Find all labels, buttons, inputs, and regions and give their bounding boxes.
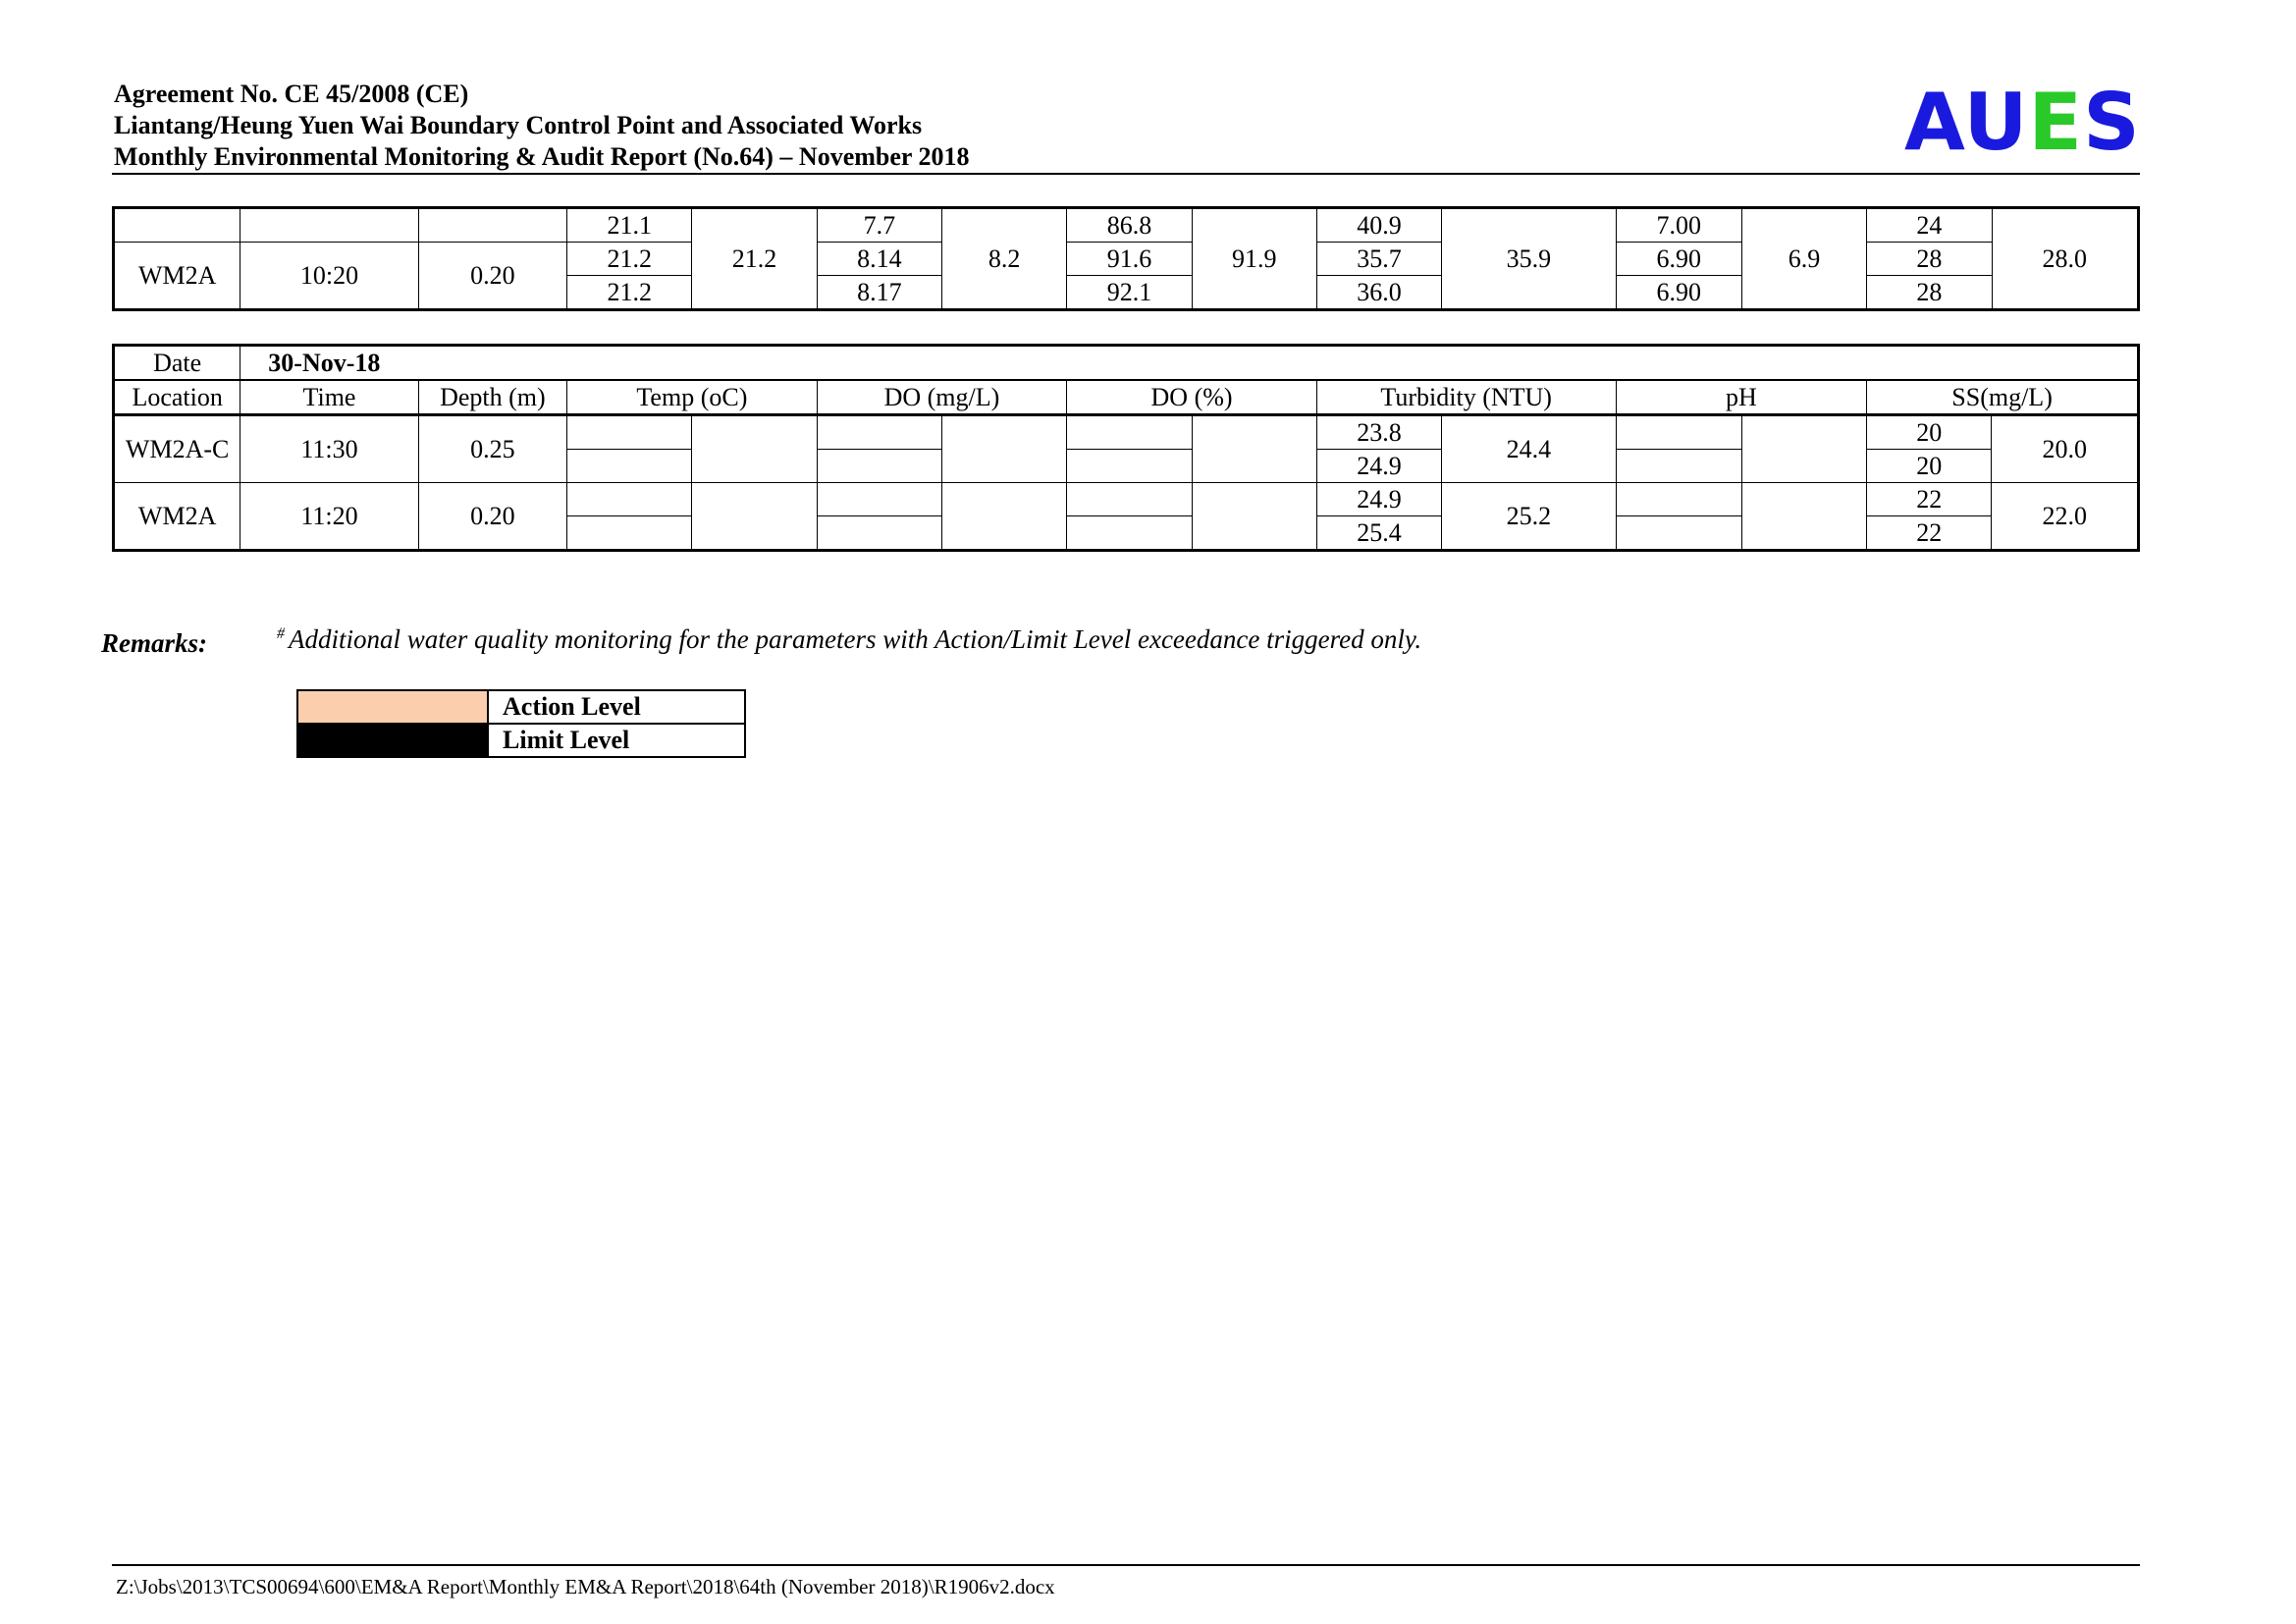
cell-empty: [941, 415, 1066, 483]
cell-empty: [1616, 415, 1741, 450]
header-ss: SS(mg/L): [1867, 380, 2139, 415]
cell-empty: [567, 415, 692, 450]
cell-empty: [1067, 450, 1192, 483]
turbidity-reading-1: 24.9: [1316, 483, 1441, 516]
turbidity-reading-1: 40.9: [1316, 208, 1441, 243]
header-time: Time: [240, 380, 418, 415]
action-level-swatch: [297, 690, 488, 724]
cell-empty: [1741, 483, 1866, 551]
ss-average: 22.0: [1992, 483, 2139, 551]
remarks-label: Remarks:: [101, 628, 207, 658]
water-quality-table-30-nov: [112, 344, 2140, 552]
ph-average: 6.9: [1741, 208, 1866, 310]
header-divider: [112, 173, 2140, 175]
cell-empty: [1741, 415, 1866, 483]
do-pct-reading-1: 86.8: [1067, 208, 1192, 243]
water-quality-table-continued: [112, 206, 2140, 311]
cell-empty: [817, 415, 941, 450]
ss-reading-3: 28: [1867, 276, 1992, 310]
time-cell: 10:20: [240, 243, 418, 310]
do-mgl-reading-1: 7.7: [817, 208, 941, 243]
location-cell: WM2A: [114, 243, 240, 310]
header-do-mgl: DO (mg/L): [817, 380, 1067, 415]
temp-average: 21.2: [692, 208, 817, 310]
temp-reading-3: 21.2: [567, 276, 692, 310]
turbidity-average: 24.4: [1442, 415, 1616, 483]
depth-cell: 0.20: [418, 243, 566, 310]
table-row: [114, 483, 2139, 516]
time-cell: 11:30: [240, 415, 418, 483]
depth-cell: 0.25: [418, 415, 566, 483]
location-cell: WM2A: [114, 483, 240, 551]
ph-reading-1: 7.00: [1616, 208, 1741, 243]
cell-empty: [567, 483, 692, 516]
header-temp: Temp (oC): [567, 380, 818, 415]
cell-empty: [567, 516, 692, 551]
ss-reading-2: 28: [1867, 243, 1992, 276]
cell-empty: [114, 208, 240, 243]
cell-empty: [1067, 483, 1192, 516]
ss-reading-1: 24: [1867, 208, 1992, 243]
cell-empty: [1067, 415, 1192, 450]
cell-empty: [817, 516, 941, 551]
ss-average: 28.0: [1992, 208, 2139, 310]
header-do-pct: DO (%): [1067, 380, 1317, 415]
date-label: Date: [114, 346, 240, 381]
action-level-label: Action Level: [488, 690, 745, 724]
cell-empty: [1616, 450, 1741, 483]
header-project: Liantang/Heung Yuen Wai Boundary Control Point and Associated Works: [114, 111, 923, 139]
do-mgl-average: 8.2: [942, 208, 1067, 310]
remarks-text: [277, 624, 1421, 655]
cell-empty: [1192, 483, 1316, 551]
ph-reading-2: 6.90: [1616, 243, 1741, 276]
turbidity-reading-2: 24.9: [1316, 450, 1441, 483]
table-row: [114, 415, 2139, 450]
header-depth: Depth (m): [418, 380, 566, 415]
cell-empty: [1616, 516, 1741, 551]
time-cell: 11:20: [240, 483, 418, 551]
header-agreement: Agreement No. CE 45/2008 (CE): [114, 80, 469, 108]
report-header: [114, 79, 2136, 173]
footer-file-path: Z:\Jobs\2013\TCS00694\600\EM&A Report\Monthly EM&A Report\2018\64th (November 2018)\R1906v2.docx: [116, 1575, 1055, 1598]
ss-average: 20.0: [1992, 415, 2139, 483]
remarks-body: Additional water quality monitoring for the parameters with Action/Limit Level exceedance triggered only.: [289, 624, 1422, 654]
ss-reading-2: 22: [1867, 516, 1992, 551]
do-pct-reading-2: 91.6: [1067, 243, 1192, 276]
ss-reading-2: 20: [1867, 450, 1992, 483]
level-legend: [296, 689, 746, 758]
do-pct-average: 91.9: [1192, 208, 1316, 310]
cell-empty: [1616, 483, 1741, 516]
turbidity-reading-1: 23.8: [1316, 415, 1441, 450]
turbidity-average: 35.9: [1442, 208, 1616, 310]
aues-logo: [1904, 79, 2141, 167]
limit-level-label: Limit Level: [488, 724, 745, 757]
cell-empty: [692, 415, 817, 483]
cell-empty: [567, 450, 692, 483]
location-cell: WM2A-C: [114, 415, 240, 483]
cell-empty: [817, 450, 941, 483]
temp-reading-2: 21.2: [567, 243, 692, 276]
cell-empty: [692, 483, 817, 551]
cell-empty: [941, 483, 1066, 551]
logo-part-e: E: [2028, 77, 2084, 168]
limit-level-swatch: [297, 724, 488, 757]
ss-reading-1: 22: [1867, 483, 1992, 516]
header-turbidity: Turbidity (NTU): [1316, 380, 1616, 415]
turbidity-reading-3: 36.0: [1316, 276, 1441, 310]
header-location: Location: [114, 380, 240, 415]
do-mgl-reading-2: 8.14: [817, 243, 941, 276]
do-pct-reading-3: 92.1: [1067, 276, 1192, 310]
logo-part-s: S: [2083, 77, 2141, 168]
ss-reading-1: 20: [1867, 415, 1992, 450]
date-value: 30-Nov-18: [240, 346, 2139, 381]
cell-empty: [1067, 516, 1192, 551]
header-report-title: Monthly Environmental Monitoring & Audit Report (No.64) – November 2018: [114, 142, 970, 171]
do-mgl-reading-3: 8.17: [817, 276, 941, 310]
footer-divider: [112, 1564, 2140, 1566]
depth-cell: 0.20: [418, 483, 566, 551]
turbidity-reading-2: 25.4: [1316, 516, 1441, 551]
cell-empty: [418, 208, 566, 243]
temp-reading-1: 21.1: [567, 208, 692, 243]
turbidity-reading-2: 35.7: [1316, 243, 1441, 276]
cell-empty: [240, 208, 418, 243]
turbidity-average: 25.2: [1442, 483, 1616, 551]
remarks-marker: #: [277, 625, 285, 642]
ph-reading-3: 6.90: [1616, 276, 1741, 310]
logo-part-au: AU: [1904, 77, 2029, 168]
cell-empty: [1192, 415, 1316, 483]
header-ph: pH: [1616, 380, 1867, 415]
cell-empty: [817, 483, 941, 516]
